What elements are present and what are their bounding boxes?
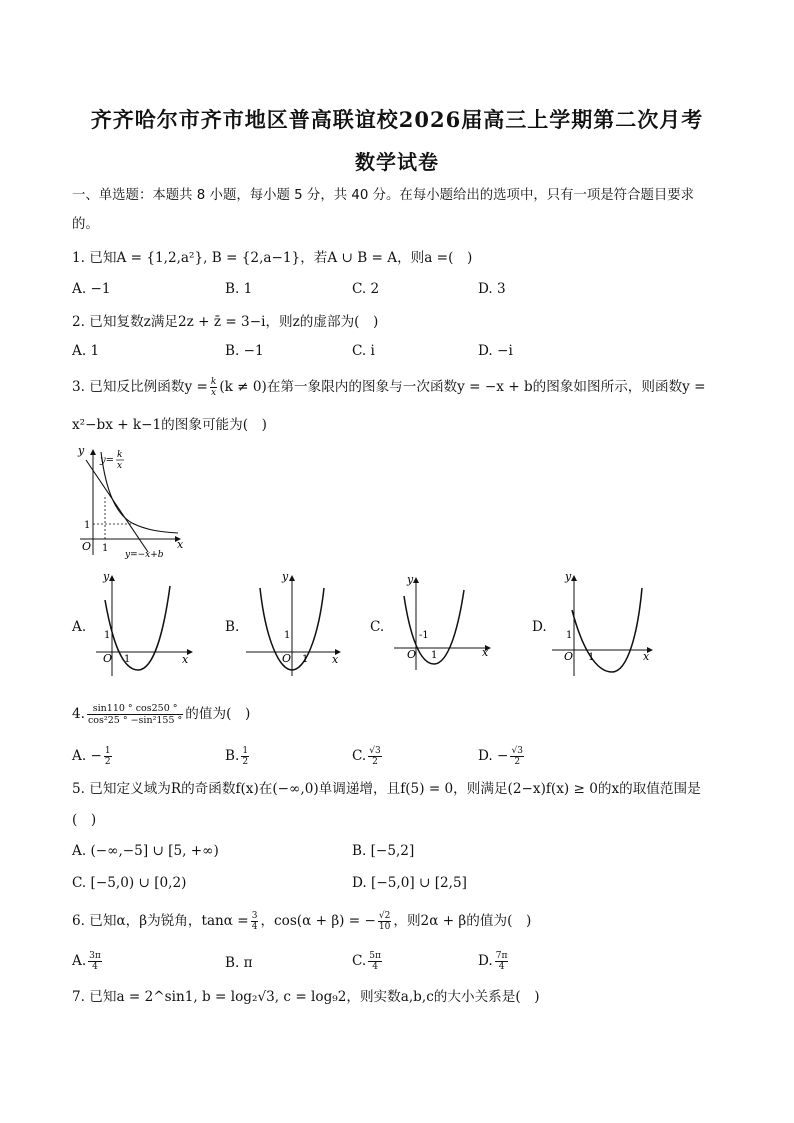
q6-frac-1 <box>251 911 259 932</box>
q3-fraction <box>210 377 217 398</box>
frac-num: √2 <box>378 911 391 921</box>
section-heading: 一、单选题：本题共 8 小题，每小题 5 分，共 40 分。在每小题给出的选项中，只有一项是符合题目要求 <box>72 188 695 203</box>
q2-option-c[interactable]: C. i <box>352 343 375 359</box>
q6-stem-b: ，cos(α + β) = − <box>260 913 376 929</box>
q4-option-c[interactable] <box>352 746 384 767</box>
q4-option-b[interactable] <box>225 746 251 767</box>
q3-option-d-letter[interactable]: D. <box>532 619 547 635</box>
opt-y-label: y <box>282 570 289 583</box>
frac-den: 4 <box>251 922 258 932</box>
parabola <box>105 586 170 670</box>
frac-num: √3 <box>511 746 523 756</box>
q3-option-a-letter[interactable]: A. <box>72 619 87 635</box>
frac-num: 7π <box>495 951 508 961</box>
q6-option-a-letter: A. <box>72 953 87 969</box>
q4-option-c-letter: C. <box>352 748 367 764</box>
frac-den: 10 <box>378 922 391 932</box>
opt-origin: O <box>103 652 113 665</box>
parabola <box>572 588 642 672</box>
q1-option-b[interactable]: B. 1 <box>225 281 253 297</box>
fig-tick-y1: 1 <box>84 520 91 531</box>
opt-origin: O <box>407 648 417 661</box>
question-6-stem <box>72 911 531 932</box>
q4-option-b-letter: B. <box>225 748 240 764</box>
q4-option-a-letter: A. − <box>72 748 102 764</box>
q6-option-c-frac <box>368 951 382 972</box>
opt-x-label: x <box>643 650 650 663</box>
frac-den: 4 <box>498 962 505 972</box>
q3-option-c-graph[interactable] <box>388 572 498 672</box>
fig-curve-label: y= <box>100 455 115 466</box>
q3-stem-a: 3. 已知反比例函数y = <box>72 379 208 395</box>
frac-num: √3 <box>369 746 381 756</box>
opt-tick-x: 1 <box>124 654 131 665</box>
q4-fraction <box>87 703 183 726</box>
opt-tick-x: 1 <box>302 654 309 665</box>
frac-den: 2 <box>242 757 249 767</box>
opt-tick-y: 1 <box>566 630 573 641</box>
q3-option-a-graph[interactable] <box>90 570 200 680</box>
q3-option-b-letter[interactable]: B. <box>225 619 240 635</box>
q6-option-d[interactable] <box>478 951 510 972</box>
q5-option-b[interactable]: B. [−5,2] <box>352 843 415 859</box>
q1-option-a[interactable]: A. −1 <box>72 281 111 297</box>
q1-option-c[interactable]: C. 2 <box>352 281 380 297</box>
q4-option-a[interactable] <box>72 746 114 767</box>
fig-line-label: y=−x+b <box>125 550 164 560</box>
opt-tick-y: 1 <box>284 630 291 641</box>
q6-option-a[interactable] <box>72 951 104 972</box>
question-3-stem-2: x²−bx + k−1的图象可能为( ) <box>72 417 267 433</box>
q5-option-d[interactable]: D. [−5,0] ∪ [2,5] <box>352 875 467 891</box>
q4-prefix: 4. <box>72 706 85 722</box>
q6-option-d-letter: D. <box>478 953 493 969</box>
page-title: 齐齐哈尔市齐市地区普高联谊校2026届高三上学期第二次月考 <box>90 107 704 132</box>
question-3-stem <box>72 377 706 398</box>
q4-numerator: sin110 ° cos250 ° <box>87 703 183 715</box>
q3-frac-num: k <box>210 377 217 387</box>
q6-option-d-frac <box>495 951 509 972</box>
frac-den: 2 <box>372 757 378 767</box>
frac-num: 3 <box>251 911 258 921</box>
frac-num: 5π <box>369 951 381 961</box>
q5-option-c[interactable]: C. [−5,0) ∪ [0,2) <box>72 875 187 891</box>
frac-den: 4 <box>372 962 378 972</box>
q4-option-d[interactable] <box>478 746 526 767</box>
q4-option-d-letter: D. − <box>478 748 509 764</box>
opt-tick-y: -1 <box>419 630 429 641</box>
opt-x-label: x <box>332 653 339 666</box>
q4-option-d-frac <box>510 746 523 767</box>
question-7-stem: 7. 已知a = 2^sin1, b = log₂√3, c = log₉2，则实数a,b,c的大小关系是( ) <box>72 989 540 1005</box>
fig-origin-label: O <box>82 540 92 553</box>
q6-option-c[interactable] <box>352 951 384 972</box>
question-5-stem: 5. 已知定义域为R的奇函数f(x)在(−∞,0)单调递增，且f(5) = 0，则满足(2−x)f(x) ≥ 0的x的取值范围是 <box>72 781 701 797</box>
q6-stem-a: 6. 已知α，β为锐角，tanα = <box>72 913 249 929</box>
q6-stem-c: ，则2α + β的值为( ) <box>393 913 532 929</box>
opt-origin: O <box>564 650 574 663</box>
question-5-stem-2: ( ) <box>72 812 97 828</box>
frac-num: 3π <box>89 951 101 961</box>
q6-option-c-letter: C. <box>352 953 367 969</box>
fig-curve-k: k <box>117 450 123 460</box>
q3-option-c-letter[interactable]: C. <box>370 619 385 635</box>
opt-tick-y: 1 <box>104 630 111 641</box>
q3-stem-b: (k ≠ 0)在第一象限内的图象与一次函数y = −x + b的图象如图所示，则函数y = <box>219 379 706 395</box>
opt-tick-x: 1 <box>431 650 438 661</box>
fig-y-label: y <box>78 444 85 457</box>
q3-reference-figure <box>72 440 192 562</box>
q4-suffix: 的值为( ) <box>185 706 251 722</box>
q2-option-b[interactable]: B. −1 <box>225 343 264 359</box>
q4-denominator: cos²25 ° −sin²155 ° <box>87 715 183 726</box>
q4-option-c-frac <box>368 746 381 767</box>
question-2-stem: 2. 已知复数z满足2z + z̄ = 3−i，则z的虚部为( ) <box>72 314 379 330</box>
opt-tick-x: 1 <box>588 652 595 663</box>
q4-option-a-frac <box>104 746 112 767</box>
q2-option-d[interactable]: D. −i <box>478 343 513 359</box>
page-subtitle: 数学试卷 <box>355 150 439 174</box>
frac-den: 4 <box>92 962 98 972</box>
section-heading-cont: 的。 <box>72 217 99 232</box>
q6-option-b[interactable]: B. π <box>225 955 253 971</box>
fig-x-label: x <box>177 538 184 551</box>
opt-y-label: y <box>565 570 572 583</box>
opt-x-label: x <box>182 653 189 666</box>
opt-y-label: y <box>407 573 414 586</box>
question-1-stem: 1. 已知A = {1,2,a²}, B = {2,a−1}，若A ∪ B = A，则a =( ) <box>72 250 473 266</box>
opt-origin: O <box>282 652 292 665</box>
fig-curve-x: x <box>117 461 123 471</box>
q5-option-a[interactable]: A. (−∞,−5] ∪ [5, +∞) <box>72 843 219 859</box>
line-graph <box>86 460 148 552</box>
opt-y-label: y <box>103 570 110 583</box>
q4-option-b-frac <box>241 746 249 767</box>
q6-frac-2 <box>378 911 391 932</box>
frac-den: 2 <box>104 757 111 767</box>
question-4-stem <box>72 703 250 726</box>
q3-option-b-graph[interactable] <box>240 570 350 680</box>
fig-tick-x1: 1 <box>102 543 109 554</box>
q2-option-a[interactable]: A. 1 <box>72 343 100 359</box>
q3-frac-den: x <box>211 388 217 398</box>
frac-num: 1 <box>242 746 249 756</box>
frac-num: 1 <box>104 746 111 756</box>
frac-den: 2 <box>514 757 521 767</box>
q6-option-a-frac <box>88 951 102 972</box>
opt-x-label: x <box>482 646 489 659</box>
q1-option-d[interactable]: D. 3 <box>478 281 506 297</box>
q3-option-d-graph[interactable] <box>548 570 660 680</box>
